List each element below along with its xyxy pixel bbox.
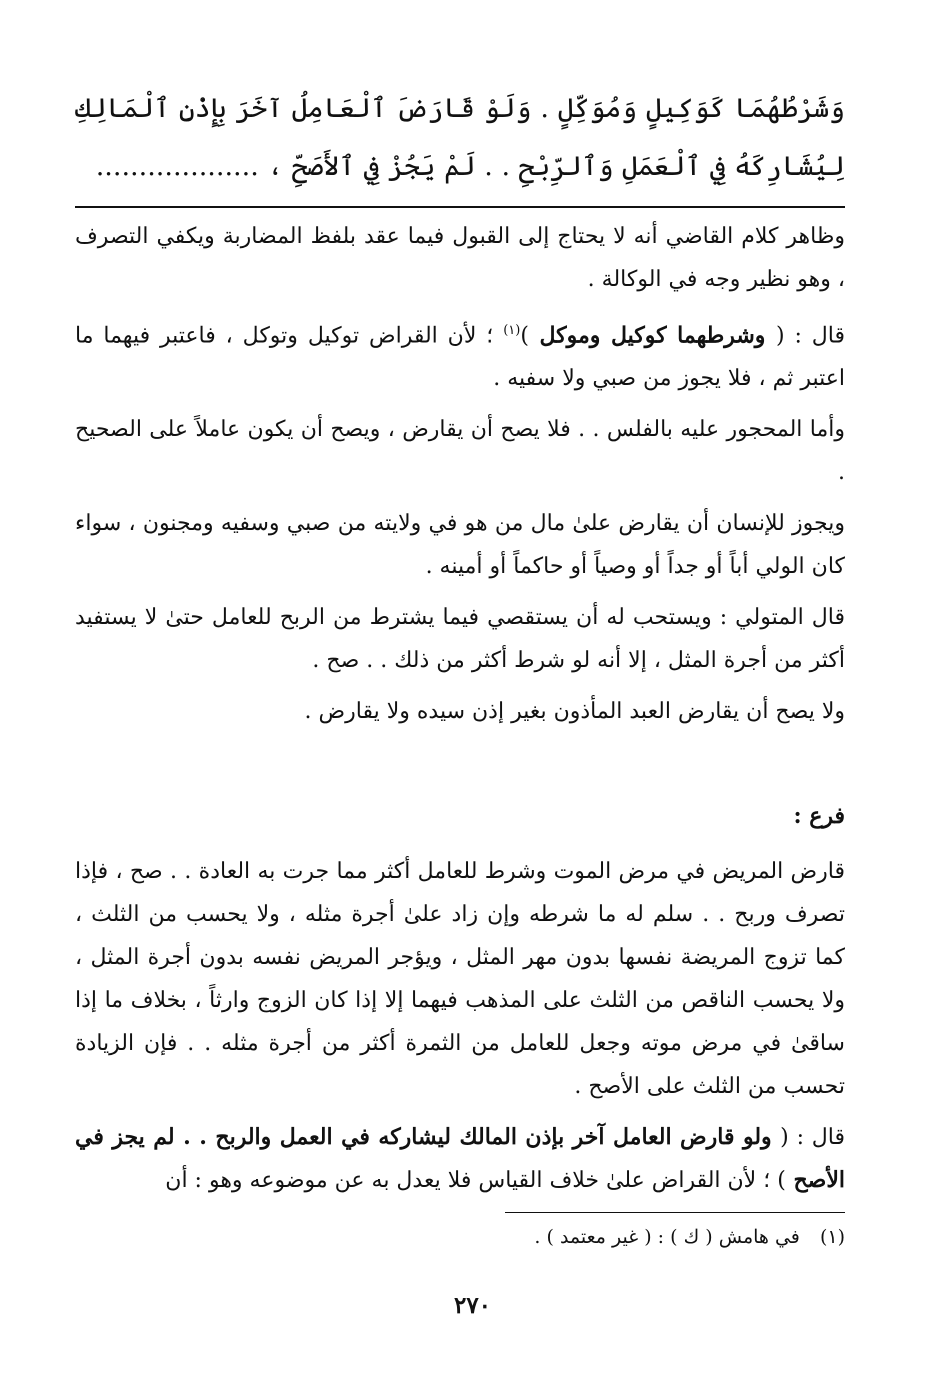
matn-text bbox=[75, 80, 845, 196]
quoted-matn: ولو قارض العامل آخر بإذن المالك ليشاركه في العمل والربح . . لم يجز في الأصح bbox=[75, 1124, 845, 1194]
paragraph-text: ) ؛ لأن القراض علىٰ خلاف القياس فلا يعدل به عن موضوعه وهو : أن bbox=[165, 1168, 786, 1194]
matn-paragraph bbox=[75, 80, 845, 196]
sharh-paragraph-3: وأما المحجور عليه بالفلس . . فلا يصح أن يقارض ، ويصح أن يكون عاملاً على الصحيح . bbox=[75, 417, 845, 486]
quote-open: قال : ( bbox=[780, 1125, 846, 1151]
sharh-paragraph-2 bbox=[75, 309, 845, 400]
quote-open: قال : ( bbox=[775, 323, 845, 349]
footnote-marker: (١) bbox=[503, 323, 521, 338]
matn-line-2: ٱلْعَمَلِ وَٱلرِّبْحِ . . لَمْ يَجُزْ فِي ٱلأَصَحِّ ، bbox=[267, 151, 702, 182]
matn-line-1: وَشَرْطُهُمَا كَوَكِيلٍ وَمُوَكِّلٍ . وَلَوْ قَارَضَ ٱلْعَامِلُ آخَرَ بِإِذْنِ ٱلْمَالِكِ لِيُشَارِكَهُ فِي bbox=[75, 93, 845, 182]
footnote-number: (١) bbox=[819, 1226, 845, 1248]
sharh-paragraph-5: قال المتولي : ويستحب له أن يستقصي فيما يشترط من الربح للعامل حتىٰ لا يستفيد أكثر من أجرة المثل ، إلا أنه لو شرط أكثر من ذلك . . صح . bbox=[75, 605, 845, 674]
sharh-paragraph-6: ولا يصح أن يقارض العبد المأذون بغير إذن سيده ولا يقارض . bbox=[304, 699, 845, 725]
sharh-paragraph-1: وظاهر كلام القاضي أنه لا يحتاج إلى القبول فيما عقد بلفظ المضاربة ويكفي التصرف ، وهو نظير وجه في الوكالة . bbox=[75, 224, 845, 292]
section-heading-far: فرع : bbox=[793, 803, 845, 830]
sharh-paragraph-4: ويجوز للإنسان أن يقارض علىٰ مال من هو في ولايته من صبي وسفيه ومجنون ، سواء كان الولي أباً أو جداً أو وصياً أو حاكماً أو أمينه . bbox=[75, 511, 845, 580]
paragraph-text: ؛ لأن القراض توكيل وتوكل ، فاعتبر فيهما ما اعتبر ثم ، فلا يجوز من صبي ولا سفيه . bbox=[75, 323, 845, 392]
footnote bbox=[75, 1226, 845, 1248]
sharh-paragraph-7: قارض المريض في مرض الموت وشرط للعامل أكثر مما جرت به العادة . . صح ، فإذا تصرف وربح . . سلم له ما شرطه وإن زاد علىٰ أجرة مثله ، ولا يحسب من الثلث ، كما تزوج المريضة نفسها بدون مهر المثل ، ويؤجر المريض نفسه بدون أجرة المثل ، ولا يحسب الناقص من الثلث على المذهب فيهما إلا إذا كان الزوج وارثاً ، بخلاف ما إذا ساقىٰ في مرض موته وجعل للعامل من الثمرة أكثر من أجرة مثله . . فإن الزيادة تحسب من الثلث على الأصح . bbox=[75, 859, 845, 1100]
quote-close: ) bbox=[520, 323, 529, 349]
page-number: ٢٧٠ bbox=[453, 1292, 492, 1319]
sharh-paragraph-8 bbox=[75, 1116, 845, 1202]
sharh-commentary bbox=[75, 215, 845, 1210]
matn-separator-line bbox=[75, 206, 845, 208]
matn-dots: ................... bbox=[95, 151, 259, 182]
footnote-separator-line bbox=[505, 1212, 845, 1213]
quoted-matn: وشرطهما كوكيل وموكل bbox=[528, 322, 776, 349]
footnote-text: في هامش ( ك ) : ( غير معتمد ) . bbox=[534, 1226, 800, 1248]
